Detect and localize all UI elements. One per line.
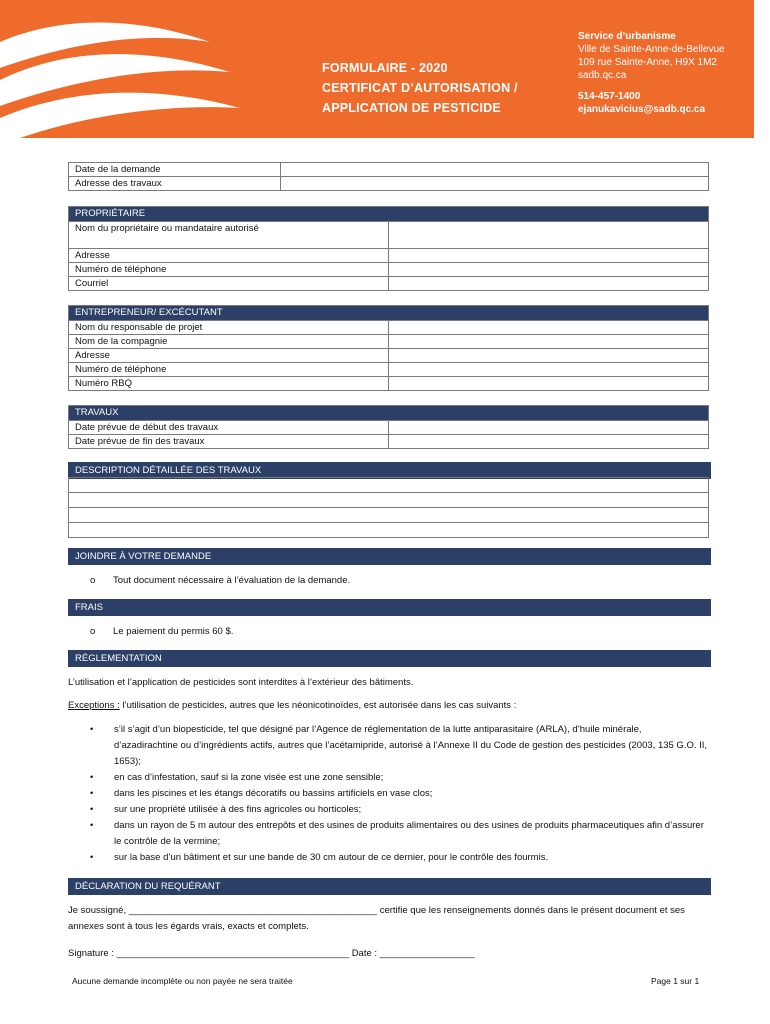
fees-item-text: Le paiement du permis 60 $.: [113, 626, 234, 637]
list-item: • en cas d’infestation, sauf si la zone visée est une zone sensible;: [90, 772, 384, 783]
contractor-address-label: Adresse: [69, 349, 389, 363]
website: sadb.qc.ca: [578, 70, 627, 81]
list-item: • dans un rayon de 5 m autour des entrepôts et des usines de produits alimentaires ou des usines de produits pharmaceutiques afin d’assurer le contrôle de la vermine;: [90, 820, 704, 847]
description-line[interactable]: [69, 478, 709, 493]
works-address-label: Adresse des travaux: [69, 177, 281, 191]
fees-bullet: o: [90, 626, 96, 637]
phone: 514-457-1400: [578, 91, 641, 102]
rbq-label: Numéro RBQ: [69, 377, 389, 391]
works-header: TRAVAUX: [69, 406, 709, 421]
owner-address-label: Adresse: [69, 249, 389, 263]
signature-line[interactable]: Signature : ____________________________________________ Date : __________________: [68, 948, 475, 959]
header-banner: [0, 0, 754, 138]
owner-address-field[interactable]: [389, 249, 709, 263]
start-date-label: Date prévue de début des travaux: [69, 421, 389, 435]
rbq-field[interactable]: [389, 377, 709, 391]
contact-block: [578, 30, 725, 116]
list-item: • sur la base d’un bâtiment et sur une bande de 30 cm autour de ce dernier, pour le contrôle des fourmis.: [90, 852, 549, 863]
exceptions-label: Exceptions :: [68, 700, 120, 711]
email: ejanukavicius@sadb.qc.ca: [578, 104, 706, 115]
form-title: FORMULAIRE - 2020 CERTIFICAT D’AUTORISATION / APPLICATION DE PESTICIDE: [322, 61, 518, 115]
description-header: DESCRIPTION DÉTAILLÉE DES TRAVAUX: [68, 462, 711, 479]
list-item: • s’il s’agit d’un biopesticide, tel que désigné par l’Agence de réglementation de la lutte antiparasitaire (ARLA), d’huile minérale, d’azadirachtine ou d’ingrédients actifs, autres que l’acétamipride, autorisé à l’Annexe II du Code de gestion des pesticides (2003, 135 G.O. II, 1653);: [90, 724, 708, 767]
start-date-field[interactable]: [389, 421, 709, 435]
regulation-exceptions: [68, 698, 708, 714]
attach-bullet: o: [90, 575, 96, 586]
description-line[interactable]: [69, 508, 709, 523]
municipality: Ville de Sainte-Anne-de-Bellevue: [578, 44, 725, 55]
declaration-text: Je soussigné, _______________________________________________ certifie que les renseignements donnés dans le présent document et ses annexes sont à tous les égards vrais, exacts et complets.: [68, 905, 685, 932]
owner-table: [68, 206, 709, 291]
owner-name-field[interactable]: [389, 222, 709, 249]
contractor-header: ENTREPRENEUR/ EXCÉCUTANT: [69, 306, 709, 321]
regulation-header: RÉGLEMENTATION: [68, 650, 711, 667]
footer-note: Aucune demande incomplète ou non payée ne sera traitée: [72, 976, 293, 986]
attach-header: JOINDRE À VOTRE DEMANDE: [68, 548, 711, 565]
street-address: 109 rue Sainte-Anne, H9X 1M2: [578, 57, 717, 68]
contractor-address-field[interactable]: [389, 349, 709, 363]
declaration-header: DÉCLARATION DU REQUÉRANT: [68, 878, 711, 895]
owner-name-label: Nom du propriétaire ou mandataire autorisé: [69, 222, 389, 249]
page-number: Page 1 sur 1: [651, 976, 700, 986]
contractor-phone-field[interactable]: [389, 363, 709, 377]
owner-email-label: Courriel: [69, 277, 389, 291]
company-label: Nom de la compagnie: [69, 335, 389, 349]
exceptions-text: l’utilisation de pesticides, autres que les néonicotinoïdes, est autorisée dans les cas suivants :: [119, 700, 517, 711]
contractor-table: [68, 305, 709, 391]
fees-header: FRAIS: [68, 599, 711, 616]
manager-label: Nom du responsable de projet: [69, 321, 389, 335]
description-line[interactable]: [69, 493, 709, 508]
exceptions-list: [68, 722, 708, 866]
waves-logo-icon: [0, 0, 300, 138]
works-address-field[interactable]: [281, 177, 709, 191]
request-table: [68, 162, 709, 191]
service-name: Service d’urbanisme: [578, 31, 676, 42]
owner-email-field[interactable]: [389, 277, 709, 291]
request-date-field[interactable]: [281, 163, 709, 177]
manager-field[interactable]: [389, 321, 709, 335]
end-date-label: Date prévue de fin des travaux: [69, 435, 389, 449]
contractor-phone-label: Numéro de téléphone: [69, 363, 389, 377]
company-field[interactable]: [389, 335, 709, 349]
end-date-field[interactable]: [389, 435, 709, 449]
request-date-label: Date de la demande: [69, 163, 281, 177]
owner-phone-label: Numéro de téléphone: [69, 263, 389, 277]
list-item: • dans les piscines et les étangs décoratifs ou bassins artificiels en vase clos;: [90, 788, 433, 799]
owner-phone-field[interactable]: [389, 263, 709, 277]
works-table: [68, 405, 709, 449]
description-table: [68, 477, 709, 538]
description-line[interactable]: [69, 523, 709, 538]
regulation-intro: L’utilisation et l’application de pesticides sont interdites à l’extérieur des bâtiments.: [68, 677, 414, 688]
attach-item: [90, 575, 350, 586]
owner-header: PROPRIÉTAIRE: [69, 207, 709, 222]
attach-item-text: Tout document nécessaire à l’évaluation de la demande.: [113, 575, 351, 586]
list-item: • sur une propriété utilisée à des fins agricoles ou horticoles;: [90, 804, 362, 815]
fees-item: [90, 626, 233, 637]
